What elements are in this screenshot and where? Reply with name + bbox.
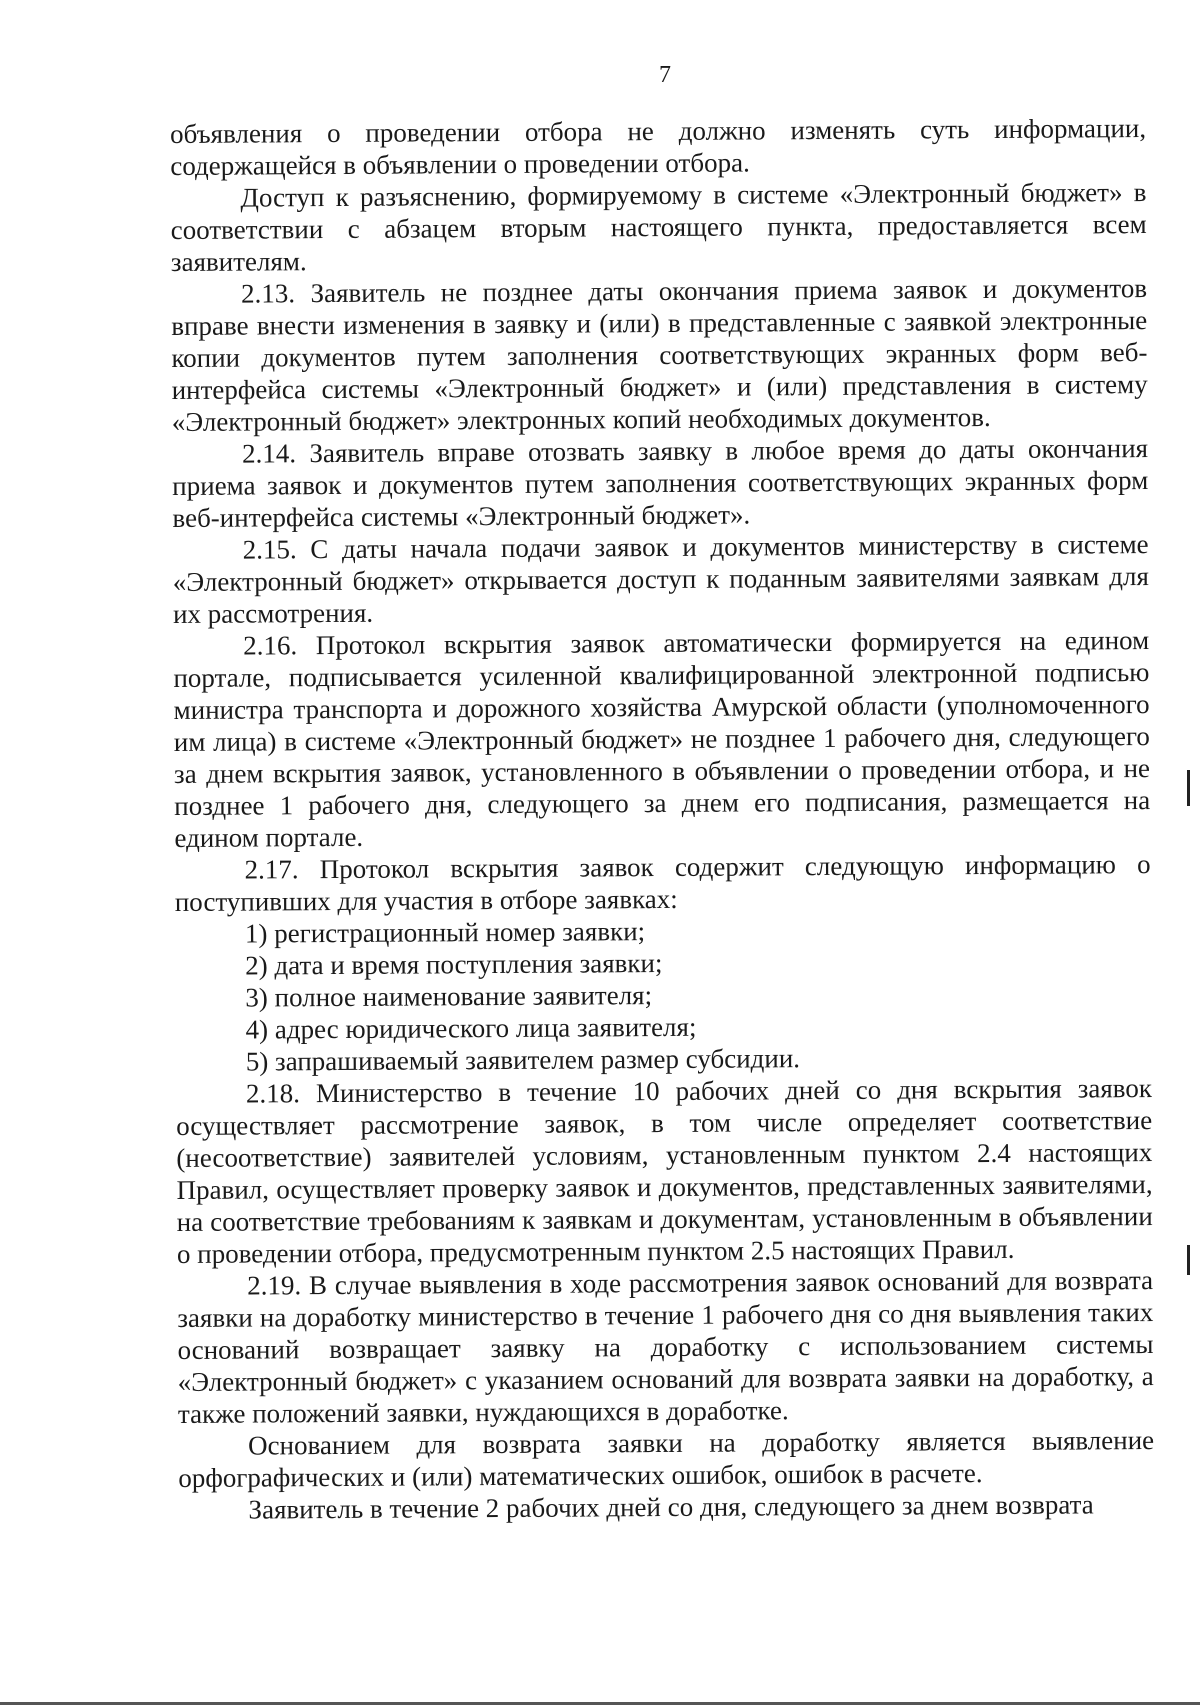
list-item: 4) адрес юридического лица заявителя;: [245, 1011, 697, 1045]
paragraph-2-14: 2.14. Заявитель вправе отозвать заявку в любое время до даты окончания приема заявок и документов путем заполнения соответствующих экранных форм веб-интерфейса системы «Электронный бюджет».: [172, 433, 1149, 533]
paragraph: Доступ к разъяснению, формируемому в системе «Электронный бюджет» в соответствии с абзацем вторым настоящего пункта, предоставляется всем заявителям.: [170, 177, 1147, 277]
paragraph: Основанием для возврата заявки на доработку является выявление орфографических и (или) математических ошибок, ошибок в расчете.: [178, 1425, 1155, 1493]
paragraph-2-19: 2.19. В случае выявления в ходе рассмотрения заявок оснований для возврата заявки на доработку министерство в течение 1 рабочего дня со дня выявления таких оснований возвращает заявку на доработку с использованием системы «Электронный бюджет» с указанием оснований для возврата заявки на доработку, а также положений заявки, нуждающихся в доработке.: [177, 1265, 1154, 1429]
scan-edge-mark: [1187, 1245, 1190, 1275]
paragraph-2-18: 2.18. Министерство в течение 10 рабочих дней со дня вскрытия заявок осуществляет рассмотрение заявок, в том числе определяет соответствие (несоответствие) заявителей условиям, установленным пунктом 2.4 настоящих Правил, осуществляет проверку заявок и документов, представленных заявителями, на соответствие требованиям к заявкам и документам, установленным в объявлении о проведении отбора, предусмотренным пунктом 2.5 настоящих Правил.: [176, 1073, 1153, 1269]
list-item: 3) полное наименование заявителя;: [245, 980, 653, 1013]
list-item: 1) регистрационный номер заявки;: [244, 916, 646, 949]
paragraph-2-17: 2.17. Протокол вскрытия заявок содержит следующую информацию о поступивших для участия в отборе заявках:: [174, 849, 1151, 917]
page-number: 7: [659, 62, 671, 88]
list-item: 2) дата и время поступления заявки;: [245, 948, 663, 981]
document-body: [170, 112, 1155, 1526]
paragraph-2-16: 2.16. Протокол вскрытия заявок автоматически формируется на едином портале, подписывается усиленной квалифицированной электронной подписью министра транспорта и дорожного хозяйства Амурской области (уполномоченного им лица) в системе «Электронный бюджет» не позднее 1 рабочего дня, следующего за днем вскрытия заявок, установленного в объявлении о проведении отбора, и не позднее 1 рабочего дня, следующего за днем его подписания, размещается на едином портале.: [173, 625, 1151, 853]
paragraph: объявления о проведении отбора не должно изменять суть информации, содержащейся в объявлении о проведении отбора.: [170, 113, 1147, 181]
paragraph: Заявитель в течение 2 рабочих дней со дня, следующего за днем возврата: [248, 1489, 1094, 1525]
paragraph-2-15: 2.15. С даты начала подачи заявок и документов министерству в системе «Электронный бюджет» открывается доступ к поданным заявителями заявкам для их рассмотрения.: [172, 529, 1149, 629]
scan-edge-mark: [1187, 770, 1190, 806]
list-item: 5) запрашиваемый заявителем размер субсидии.: [245, 1043, 801, 1077]
paragraph-2-13: 2.13. Заявитель не позднее даты окончания приема заявок и документов вправе внести изменения в заявку и (или) в представленные с заявкой электронные копии документов путем заполнения соответствующих экранных форм веб-интерфейса системы «Электронный бюджет» и (или) представления в систему «Электронный бюджет» электронных копий необходимых документов.: [171, 273, 1148, 437]
